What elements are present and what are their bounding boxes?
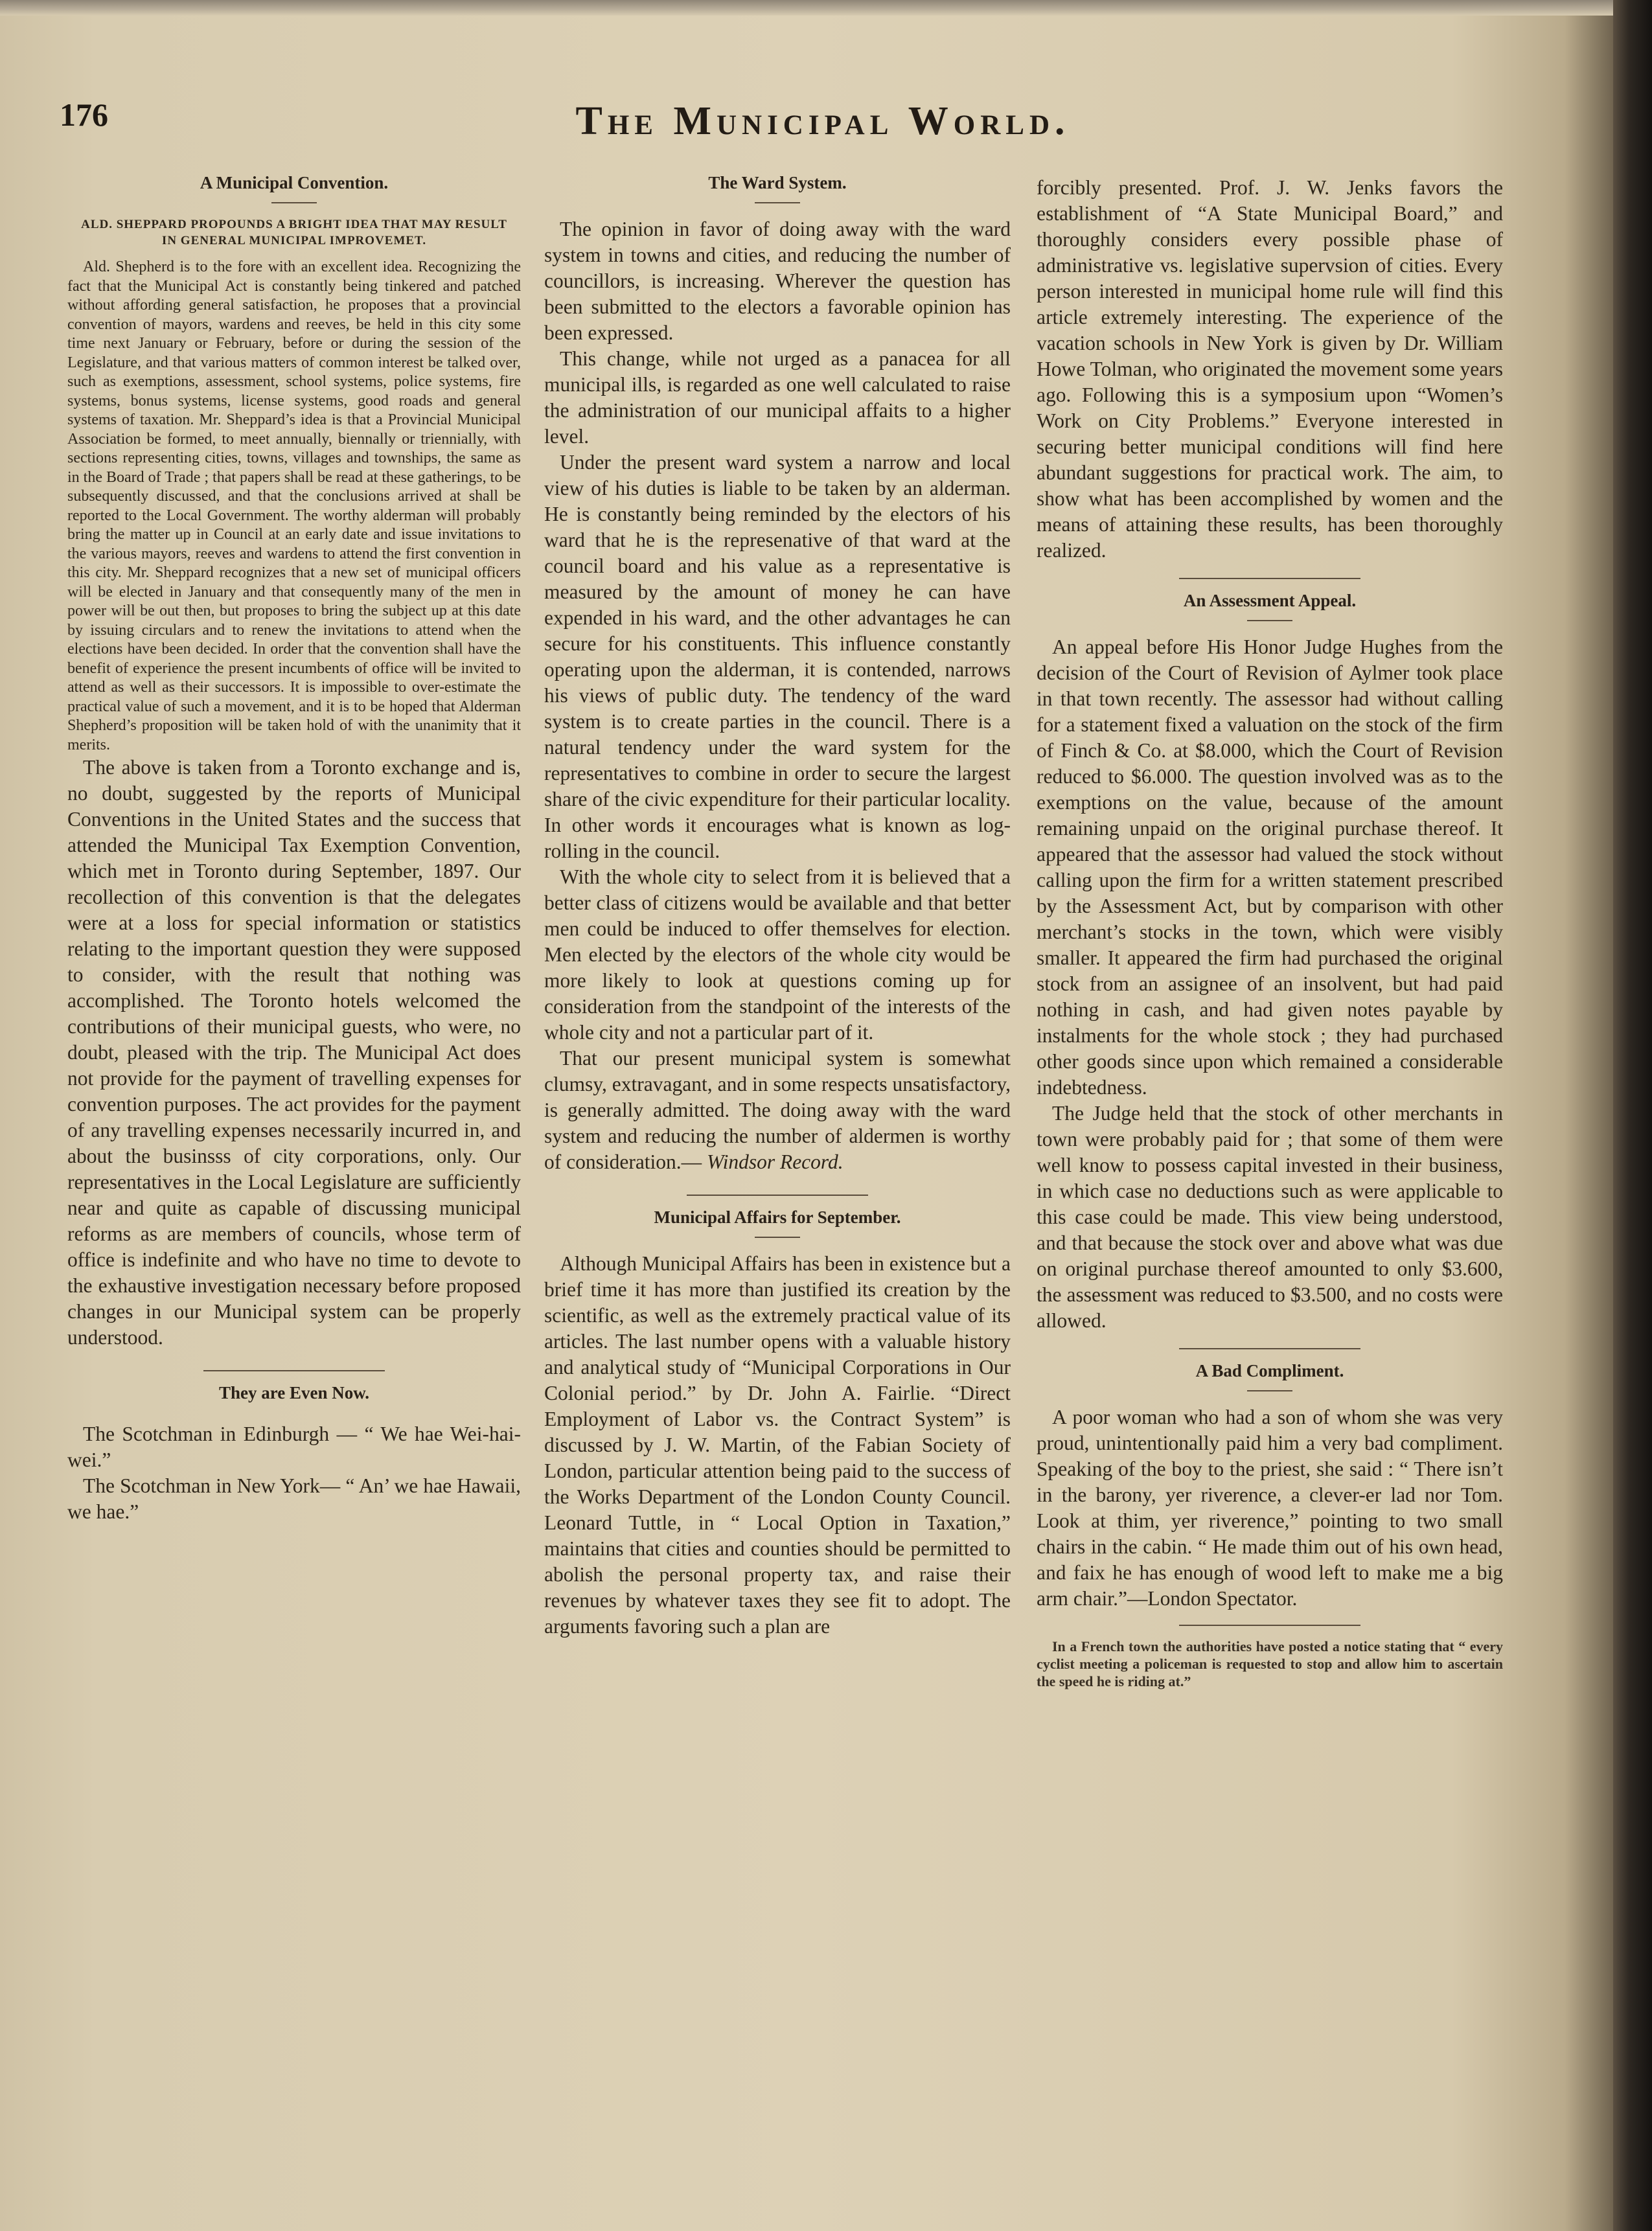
section-divider (687, 1195, 868, 1196)
title-rule (1247, 1390, 1292, 1391)
closing-note (1037, 1638, 1503, 1690)
article-body (1037, 1404, 1503, 1612)
article-subtitle: ALD. SHEPPARD PROPOUNDS A BRIGHT IDEA THAT MAY RESULT IN GENERAL MUNICIPAL IMPROVEMET. (81, 218, 507, 247)
section-divider (1179, 578, 1360, 579)
body-text: That our present municipal system is somewhat clumsy, extravagant, and in some respects unsatisfactory, is generally admitted. The doing away with the ward system and reducing the number of aldermen is worthy of consideration.— (544, 1047, 1011, 1173)
article-title-municipal-convention: A Municipal Convention. (200, 173, 389, 192)
body-paragraph: Under the present ward system a narrow and local view of his duties is liable to be taken by an alderman. He is constantly being reminded by the electors of his ward that he is the represenative of that ward at the council board and his value as a representative is measured by the amount of money he can have expended in his ward, and the other advantages he can secure for his constituents. This influence constantly operating upon the alderman, it is contended, narrows his views of public duty. The tendency of the ward system is to create parties in the council. There is a natural tendency under the ward system for the representatives to combine in order to secure the largest share of the civic expenditure for their particular locality. In other words it encourages what is known as log-rolling in the council. (544, 451, 1011, 862)
body-paragraph: The Judge held that the stock of other merchants in town were probably paid for ; that some of them were well know to possess capital invested in their business, in which case no deductions such as were applicable to this case could be made. This view being understood, and that because the stock over and above what was due on original purchase thereof amounted to only $3.600, the assessment was reduced to $3.500, and no costs were allowed. (1037, 1102, 1503, 1332)
body-paragraph: With the whole city to select from it is believed that a better class of citizens would be available and that better men could be induced to offer themselves for election. Men elected by the electors of the whole city would be more likely to look at questions coming up for consideration from the standpoint of the interests of the whole city and not a particular part of it. (544, 865, 1011, 1044)
article-title-assessment-appeal: An Assessment Appeal. (1183, 591, 1357, 610)
body-paragraph (544, 1046, 1011, 1175)
body-paragraph: Although Municipal Affairs has been in existence but a brief time it has more than justified its creation by the scientific, as well as the extremely practical value of its articles. The last number opens with a valuable history and analytical study of “Municipal Corporations in Our Colonial period.” by Dr. John A. Fairlie. “Direct Employment of Labor vs. the Contract System” is discussed by J. W. Martin, of the Fabian Society of London, particular attention being paid to the success of the Works Department of the London County Council. Leonard Tuttle, in “ Local Option in Taxation,” maintains that cities and counties should be permitted to abolish the personal property tax, and raise their revenues by whatever taxes they see fit to adopt. The arguments favoring such a plan are (544, 1252, 1011, 1638)
title-rule (271, 202, 317, 203)
article-title-ward-system: The Ward System. (708, 173, 847, 192)
section-divider (1179, 1625, 1360, 1626)
body-paragraph: The Scotchman in New York— “ An’ we hae Hawaii, we hae.” (67, 1474, 521, 1523)
article-body (67, 1421, 521, 1525)
body-paragraph: This change, while not urged as a panacea for all municipal ills, is regarded as one well calculated to raise the administration of our municipal affaits to a higher level. (544, 347, 1011, 448)
page-number: 176 (60, 97, 108, 133)
title-rule (755, 1237, 800, 1238)
section-divider (1179, 1348, 1360, 1349)
article-title-even-now: They are Even Now. (218, 1383, 369, 1402)
body-paragraph: The above is taken from a Toronto exchange and is, no doubt, suggested by the reports of Municipal Conventions in the United States and the success that attended the Municipal Tax Exemption Convention, which met in Toronto during September, 1897. Our recollection of this convention is that the delegates were at a loss for special information or statistics relating to the important question they were supposed to consider, with the result that nothing was accomplished. The Toronto hotels welcomed the contributions of their municipal guests, who were, no doubt, pleased with the trip. The Municipal Act does not provide for the payment of travelling expenses for convention purposes. The act provides for the payment of any travelling expenses necessarily incurred in, and about the businsss of city corporations, only. Our representatives in the Local Legislature are sufficiently near and quite as capable of discussing municipal reforms as are members of councils, whose term of office is indefinite and who have no time to devote to the exhaustive investigation necessary before proposed changes in our Municipal system can be properly understood. (67, 756, 521, 1349)
section-divider (203, 1370, 385, 1371)
article-body (67, 755, 521, 1351)
quoted-article (67, 258, 521, 755)
column-2 (544, 165, 1011, 2122)
body-paragraph: The opinion in favor of doing away with the ward system in towns and cities, and reducing the number of councillors, is increasing. Wherever the question has been submitted to the electors a favorable opinion has been expressed. (544, 218, 1011, 344)
column-1 (67, 165, 521, 2122)
body-paragraph: A poor woman who had a son of whom she was very proud, unintentionally paid him a very bad compliment. Speaking of the boy to the priest, she said : “ There isn’t in the barony, yer riverence, a clever-er lad nor Tom. Look at thim, yer riverence,” pointing to two small chairs in the cabin. “ He made thim out of his own head, and faix he has enough of wood left to make me a big arm chair.”—London Spectator. (1037, 1406, 1503, 1610)
article-body (1037, 634, 1503, 1334)
article-body (544, 216, 1011, 1175)
title-rule (755, 202, 800, 203)
page-top-edge (0, 0, 1613, 16)
article-title-bad-compliment: A Bad Compliment. (1195, 1361, 1344, 1380)
body-paragraph: The Scotchman in Edinburgh — “ We hae Wei-hai-wei.” (67, 1423, 521, 1471)
book-gutter (1613, 0, 1652, 2231)
article-title-municipal-affairs: Municipal Affairs for September. (654, 1207, 901, 1227)
note-paragraph: In a French town the authorities have posted a notice stating that “ every cyclist meeting a policeman is requested to stop and allow him to ascertain the speed he is riding at.” (1037, 1638, 1503, 1689)
quoted-paragraph: Ald. Shepherd is to the fore with an excellent idea. Recognizing the fact that the Municipal Act is constantly being tinkered and patched without affording general satisfaction, he proposes that a provincial convention of mayors, wardens and reeves, be held in this city some time next January or February, before or during the session of the Legislature, and that various matters of common interest be talked over, such as exemptions, assessment, school systems, police systems, fire systems, bonus systems, license systems, good roads and general systems of taxation. Mr. Sheppard’s idea is that a Provincial Municipal Association be formed, to meet annually, biennally or triennially, with sections representing cities, towns, villages and townships, the same as in the Board of Trade ; that papers shall be read at these gatherings, to be subsequently discussed, and that the conclusions arrived at shall be reported to the Local Government. The worthy alderman will probably bring the matter up in Council at an early date and issue invitations to the various mayors, reeves and wardens to attend the first convention in this city. Mr. Sheppard recognizes that a new set of municipal officers will be elected in January and that consequently many of the men in power will be out then, but proposes to bring the subject up at this date by issuing circulars and to renew the invitations to attend when the elections have been decided. In order that the convention shall have the benefit of experience the present incumbents of office will be invited to attend as well as their successors. It is impossible to over-estimate the practical value of such a movement, and it is to be hoped that Alderman Shepherd’s proposition will be taken hold of with the unanimity that it merits. (67, 258, 521, 753)
column-3 (1037, 175, 1503, 2131)
article-body-continued (1037, 175, 1503, 564)
title-rule (1247, 620, 1292, 621)
article-body (544, 1251, 1011, 1640)
body-paragraph: An appeal before His Honor Judge Hughes from the decision of the Court of Revision of Aylmer took place in that town recently. The assessor had without calling for a statement fixed a valuation on the stock of the firm of Finch & Co. at $8.000, which the Court of Revision reduced to $6.000. The question involved was as to the exemptions on the value, because of the amount remaining unpaid on the original purchase thereof. It appeared that the assessor had valued the stock without calling upon the firm for a written statement prescribed by the Assessment Act, but by comparison with other merchant’s stocks in the town, which were visibly smaller. It appeared the firm had purchased the original stock from an assignee of an insolvent, but had paid nothing in cash, and had given notes payable by instalments for the whole stock ; they had purchased other goods since upon which remained a considerable indebtedness. (1037, 635, 1503, 1099)
body-paragraph: forcibly presented. Prof. J. W. Jenks favors the establishment of “A State Municipal Board,” and thoroughly considers every possible phase of administrative vs. legislative supervsion of cities. Every person interested in municipal home rule will find this article extremely interesting. The experience of the vacation schools in New York is given by Dr. William Howe Tolman, who originated the movement some years ago. Following this is a symposium upon “Women’s Work on City Problems.” Everyone interested in securing better municipal conditions will find here abundant suggestions for practical work. The aim, to show what has been accomplished by women and the means of attaining these results, has been thoroughly realized. (1037, 176, 1503, 562)
source-credit: Windsor Record. (707, 1150, 843, 1173)
masthead: The Municipal World. (575, 99, 1070, 143)
